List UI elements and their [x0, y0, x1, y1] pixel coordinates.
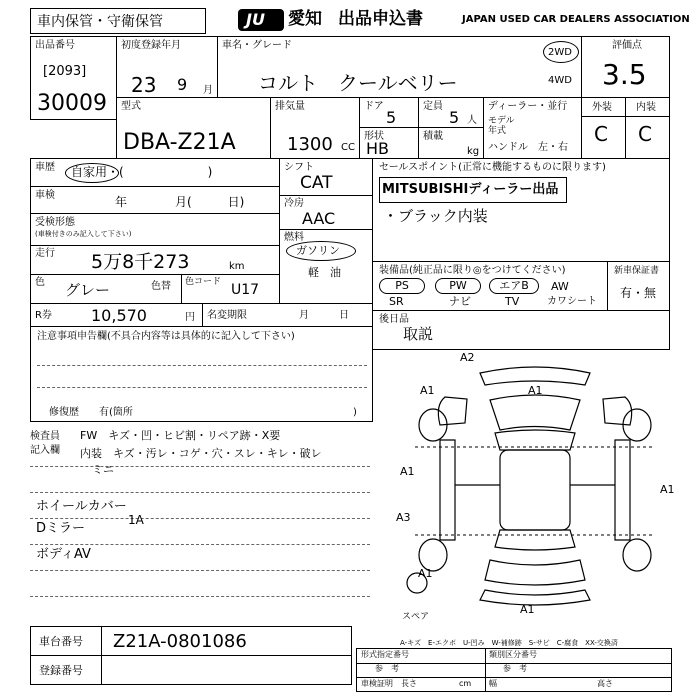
doors-box: ドア 5	[359, 97, 419, 128]
warranty-box: 新車保証書 有・無	[607, 261, 670, 311]
car-name: コルト クールベリー	[258, 71, 458, 95]
car-name-box: 車名・グレード コルト クールベリー 2WD 4WD	[217, 36, 582, 98]
grade-value: 3.5	[602, 58, 647, 91]
first-registration-box: 初度登録年月 23 9 月	[116, 36, 218, 98]
chassis-box: 車台番号 Z21A-0801086	[30, 626, 352, 656]
form-title: 出品申込書	[338, 9, 423, 29]
powertrain-box: シフト CAT 冷房 AAC 燃料 ガソリン 軽 油	[279, 158, 373, 304]
selling-points-box: セールスポイント(正常に機能するものに限ります) MITSUBISHIディーラー出品 ・ブラック内装	[372, 158, 670, 262]
capacity-box: 定員 5 人	[418, 97, 484, 128]
org-english: JAPAN USED CAR DEALERS ASSOCIATION	[462, 14, 690, 25]
notice-box: 注意事項申告欄(不具合内容等は具体的に記入して下さい) 修復歴 有(箇所 )	[30, 326, 373, 422]
load-box: 積載 kg	[418, 127, 484, 159]
lot-number-box: 出品番号 [2093] 30009	[30, 36, 117, 120]
equipment-box: 装備品(純正品に限り◎をつけてください) PS PW エアB AW SR ナビ TV カワシート	[372, 261, 608, 311]
chassis-value: Z21A-0801086	[113, 631, 247, 652]
model-value: DBA-Z21A	[123, 130, 236, 155]
vehicle-info-box: 車歴 自家用・( ) 車検 年 月( 日) 受検形態 (車検付きのみ記入して下さい) 走行 5万8千273 km 色 グレー 色替 色コード U17	[30, 158, 280, 304]
model-box: 型式 DBA-Z21A	[116, 97, 271, 159]
displacement-box: 排気量 1300 CC	[270, 97, 360, 159]
dealer-box: ディーラー・並行 モデル 年式 ハンドル 左・右	[483, 97, 582, 159]
ownership-box: 名変期限 月 日	[202, 303, 373, 327]
org-name: 愛知	[288, 9, 322, 29]
shape-box: 形状 HB	[359, 127, 419, 159]
storage-note-box	[30, 8, 206, 34]
spec-ref-box: 形式指定番号 類別区分番号 参 考 参 考 車検証明 長さ cm 幅 高さ	[356, 648, 672, 692]
post-items-box: 後日品 取説	[372, 310, 670, 350]
storage-note: 車内保管・守衛保管	[37, 14, 163, 30]
registration-box: 登録番号	[30, 655, 352, 685]
lot-number: 30009	[37, 91, 107, 116]
recycle-box: R券 10,570 円	[30, 303, 203, 327]
ju-logo: JU	[238, 9, 284, 31]
grade-box: 評価点 3.5	[581, 36, 670, 98]
lot-bracket: [2093]	[43, 64, 87, 79]
mitsubishi-stamp: MITSUBISHIディーラー出品	[379, 177, 567, 203]
condition-box: 外装 内装 C C	[581, 97, 670, 159]
mileage-value: 5万8千273	[91, 251, 190, 273]
